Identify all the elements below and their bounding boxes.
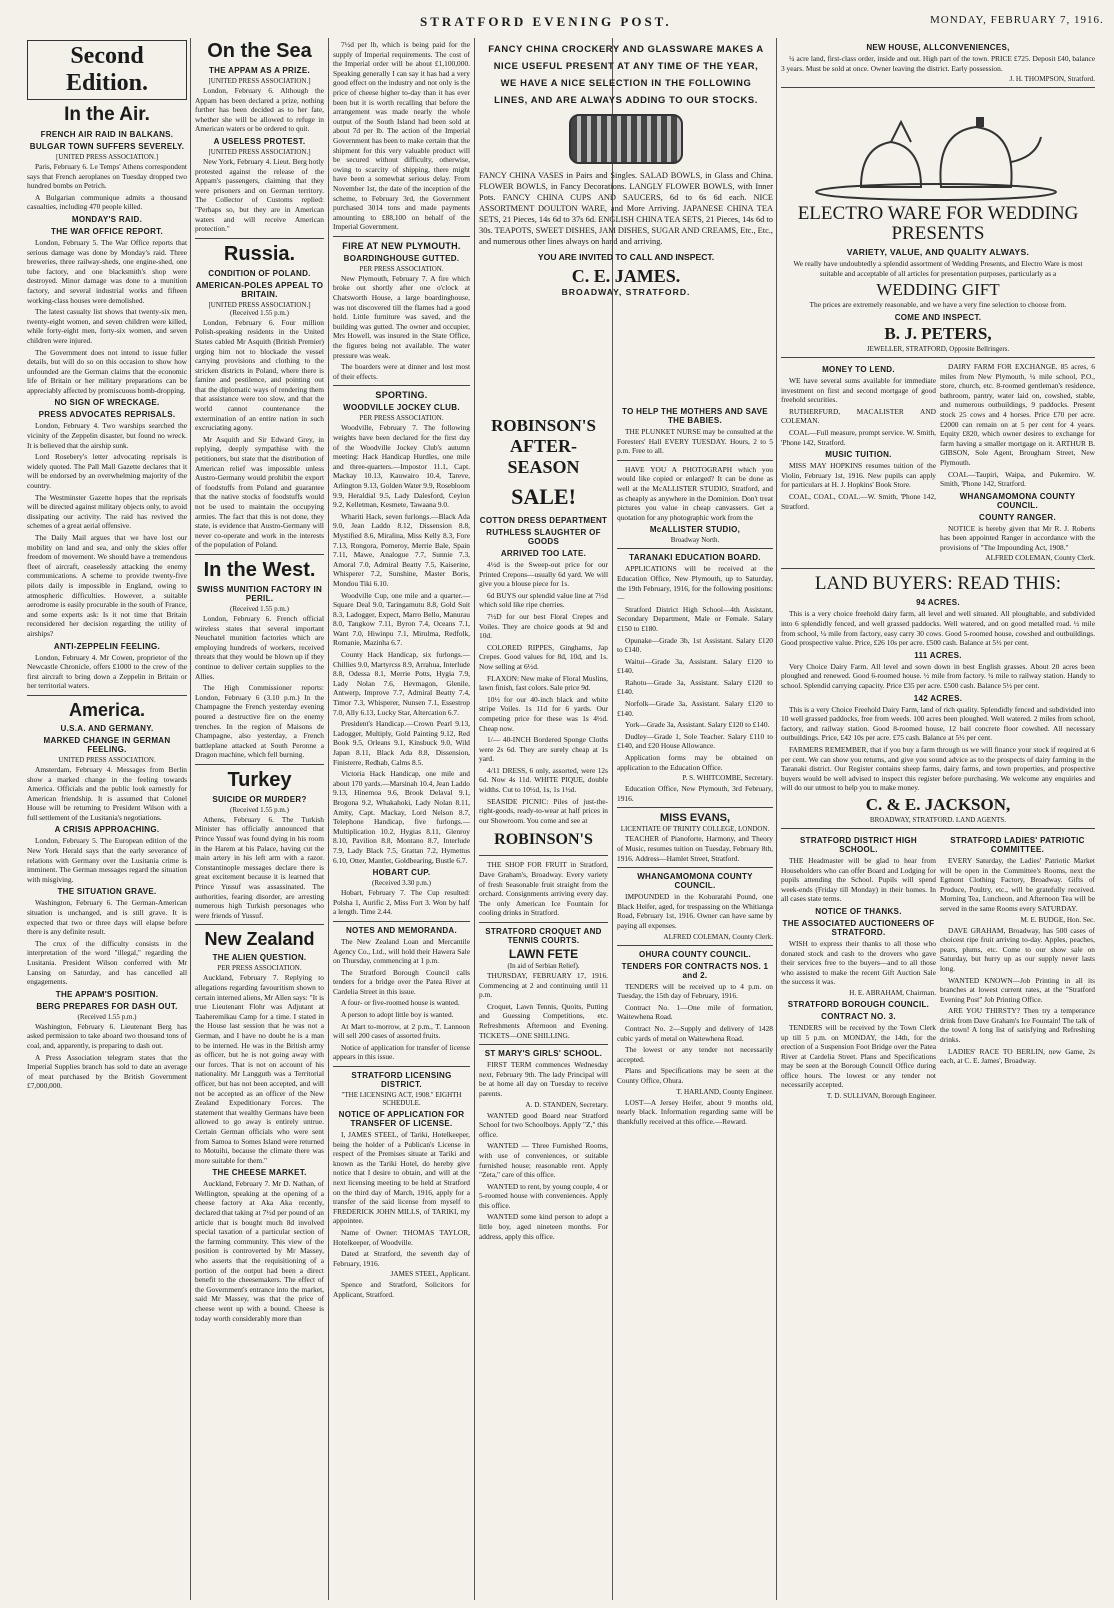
advert-text: TENDERS will be received by the Town Clerk up till 5 p.m. on MONDAY, the 14th, for the erection of a Suspension Foot Bridge over the Patea River at Cardelia Street. Plans and Specifications may be seen at the Borough Council Office during office hours. The lowest or any tender not necessarily accepted. [781, 1022, 936, 1090]
sale-title: AFTER- [510, 436, 577, 456]
divider [781, 87, 1095, 88]
article-text: Woodville Cup, one mile and a quarter.—Square Deal 9.0, Taringamutu 8.8, Gold Suit 8.3, Ladogger, Expect, Marro Bello, Manurau 8.0, Tangkow 7.11, Byron 7.4, Oceans 7.1, Want 7.0, Hiwinpu 7.1, Mirulma, Redfolk, Romanie, Mazinha 6.7. [333, 590, 470, 648]
section-heading-nz: New Zealand [204, 929, 315, 950]
advert-text: THE SHOP FOR FRUIT in Stratford, Dave Graham's, Broadway. Every variety of fresh Seasonable fruit straight from the orchard. Consignments arriving every day. The only American Ice Fountain for cooling drinks in Stratford. [479, 860, 608, 918]
advert-text: FLAXON: New make of Floral Muslins, lawn finish, fast colors. Sale price 9d. [479, 673, 608, 693]
headline: NOTICE OF THANKS. [815, 906, 902, 916]
signature: T. HARLAND, County Engineer. [676, 1087, 773, 1096]
classified: LADIES' RACE TO BERLIN, new Game, 2s each, at C. E. James', Broadway. [940, 1046, 1095, 1066]
advert-text: Croquet, Lawn Tennis, Quoits, Putting and Guessing Competitions, etc. Refreshments Afternoon and Evening. TICKETS—ONE SHILLING. [479, 1001, 608, 1040]
classified: COAL, COAL, COAL.—W. Smith, 'Phone 142, Stratford. [781, 491, 936, 511]
divider [333, 1066, 470, 1067]
advertiser-address: BROADWAY, STRATFORD. [561, 287, 691, 297]
headline: THE CHEESE MARKET. [212, 1168, 307, 1178]
headline: TENDERS FOR CONTRACTS NOS. 1 and 2. [621, 961, 769, 980]
article-text: A four- or five-roomed house is wanted. [341, 998, 460, 1008]
advert-text: Opunake—Grade 3b, 1st Assistant. Salary £120 to £140. [617, 635, 773, 655]
divider [27, 695, 187, 696]
headline: VARIETY, VALUE, AND QUALITY ALWAYS. [846, 247, 1030, 258]
article-text: Woodville, February 7. The following weights have been declared for the first day of the Woodville Jockey Club's autumn meeting: Hack Handicap Hurdles, one mile and three-quarters.—Impostor 11.1, Capt. Mackay 10.13, Kauwairo 10.4, Tareve, Arlington 9.13, Golden Water 9.9, Rosebloom 9.9, Heraldial 9.5, Lady Dalesford, Ceylon 9.2, Kelletman, Kesmete, Tawaana 9.0. [333, 423, 470, 510]
advert-text: EVERY Saturday, the Ladies' Patriotic Market will be open in the Committee's Rooms, next the Egmont Clothing Factory, Broadway. Gifts of Produce, Poultry, etc., will be gratefully received. Morning Tea, Luncheon, and Afternoon Tea will be served in the same Rooms every SATURDAY. [940, 855, 1095, 913]
headline: 142 ACRES. [913, 693, 963, 703]
advert-text: THE PLUNKET NURSE may be consulted at the Foresters' Hall EVERY TUESDAY. Hours, 2 to 5 p.m. Free to all. [617, 427, 773, 456]
advert-text: Very Choice Dairy Farm. All level and sown down in best English grasses. About 20 acres been ploughed and renewed. Good 6-roomed house. ½ mile from factory. ¼ mile to railway station. Handy to school. Splendid carrying capacity. Price £35 per acre. £500 cash. Balance 5½ per cent. [781, 661, 1095, 691]
advert-list: FANCY CHINA VASES in Pairs and Singles. SALAD BOWLS, in Glass and China. FLOWER BOWLS, in Fancy Decorations. LANGLY FLOWER BOWLS, with Inner Pots. FANCY CHINA CUPS AND SAUCERS, 6d to 6s 6d each. NICE ASSORTMENT DOULTON WARE, and More Arriving. JAPANESE CHINA TEA SETS, 21 Pieces, 14s 6d to 37s 6d. ENGLISH CHINA TEA SETS, 21 Pieces, 14s 6d to 30s. TEAPOTS, SWEET DISHES, JAM DISHES, SUGAR AND CREAMS, Etc., Etc., and numerous other lines always on hand and arriving. [479, 171, 773, 246]
headline: NO SIGN OF WRECKAGE. [54, 398, 160, 408]
advert-text: Norfolk—Grade 3a, Assistant. Salary £120 to £140. [617, 699, 773, 718]
headline: 94 ACRES. [916, 598, 960, 608]
advert-text: MISS MAY HOPKINS resumes tuition of the Violin, February 1st, 1916. New pupils can apply for particulars at H. J. Hopkins' Book Store. [781, 461, 936, 490]
advert-text: RUTHERFURD, MACALISTER AND COLEMAN. [781, 406, 936, 426]
article-text: Spence and Stratford, Solicitors for Applicant, Stratford. [333, 1280, 470, 1299]
column-2 [192, 40, 327, 1602]
article-text: Hobart, February 7. The Cup resulted: Polsha 1, Aurific 2, Miss Fort 3. Won by half a length. Time 2.44. [333, 888, 470, 917]
china-advert [476, 40, 776, 400]
china-illustration [479, 114, 773, 164]
divider [781, 828, 1095, 829]
section-heading-turkey: Turkey [227, 768, 292, 791]
advert-text: 4/11 DRESS, 6 only, assorted, were 12s 6d. Now 4s 11d. WHITE PIQUE, double widths. Cut to 10½d, 1s, 1s 1½d. [479, 765, 608, 795]
column-6 [778, 40, 1098, 1602]
headline: CONDITION OF POLAND. [208, 268, 311, 278]
divider [479, 922, 608, 923]
credit-line: [UNITED PRESS ASSOCIATION.] (Received 1.55 p.m.) [208, 300, 311, 317]
classified: COAL—Taupiri, Waipa, and Pukemiro. W. Smith, 'Phone 142, Stratford. [940, 469, 1095, 489]
article-text: A person to adopt little boy is wanted. [341, 1010, 454, 1020]
advert-text: 1/— 40-INCH Bordered Sponge Cloths were 2s 6d. They are surely cheap at 1s yard. [479, 735, 608, 764]
credit-line: (In aid of Serbian Relief). [507, 962, 580, 970]
headline: THE WAR OFFICE REPORT. [51, 226, 163, 236]
column-1 [24, 40, 190, 1602]
headline: NOTES AND MEMORANDA. [345, 925, 458, 935]
section-heading-air: In the Air. [64, 104, 150, 125]
divider [195, 924, 324, 925]
headline: WHANGAMOMONA COUNTY COUNCIL. [959, 491, 1076, 510]
column-rule [328, 38, 329, 1600]
section-heading-west: In the West. [203, 558, 316, 581]
headline: THE SITUATION GRAVE. [57, 887, 157, 897]
headline: SWISS MUNITION FACTORY IN PERIL. [196, 584, 323, 603]
advert-text: NOTICE is hereby given that Mr R. J. Roberts has been appointed Ranger in accordance with the provisions of "The Impounding Act, 1908." [940, 523, 1095, 552]
article-text: Mr Asquith and Sir Edward Grey, in replying, deeply sympathise with the petitioners, but state that the distribution of American relief was impossible unless Austro-Germany would prohibit the export of foodstuffs from Poland and guarantee that the native stocks of foodstuffs would not be used to maintain the occupying armies. The fact that this is not done, they state, is evidence that Austro-Germany will never co-operate and work in the interests of the population of Poland. [195, 434, 324, 550]
headline: 111 ACRES. [914, 650, 962, 660]
article-text: I, JAMES STEEL, of Tariki, Hotelkeeper, being the holder of a Publican's License in respect of the Premises situate at Tariki and known as the Tariki Hotel, do hereby give notice that I desire to obtain, and will at the next licensing meeting to be held at Stratford on the third day of March, 1916, apply for a transfer of the said license from myself to FREDERICK JOHN MILLS, of TARIKI, my appointee. [333, 1130, 470, 1226]
article-text: President's Handicap.—Crown Pearl 9.13, Ladogger, Multiply, Gold Painting 9.12, Red Book 9.5, Orleans 9.1, Kinsbuck 9.0, Wild Japan 8.11, Black Ada 8.8, Dissension, Finisterre, Redhab, Calms 8.5. [333, 719, 470, 767]
divider [195, 554, 324, 555]
headline: STRATFORD DISTRICT HIGH SCHOOL. [800, 835, 917, 854]
masthead-title: STRATFORD EVENING POST. [420, 14, 672, 29]
advert-line: LINES, AND ARE ALWAYS ADDING TO OUR STOCKS. [494, 94, 758, 105]
column-rule [474, 38, 475, 1600]
two-column-classifieds [781, 362, 1095, 565]
divider [617, 548, 773, 549]
divider [617, 807, 773, 808]
advertiser-name: B. J. PETERS, [884, 323, 992, 343]
advert-text: Dudley—Grade 1, Sole Teacher. Salary £110 to £140, and £20 House Allowance. [617, 731, 773, 751]
article-text: Washington, February 6. Lieutenant Berg has asked permission to take aboard two thousand tons of coal, and, apparently, is preparing to dash out. [27, 1021, 187, 1050]
divider [195, 238, 324, 239]
advert-text: This is a very choice freehold dairy farm, all level and well situated. All ploughable, and subdivided into 6 splendidly fenced, and well grassed paddocks. Well watered, and on good metalled road. ½ mile from school, ¼ mile from factory, easy carry 30 cows. Good 5-roomed house, cowshed and outbuildings. Good prospective value. Price, £26 10s per acre. £500 cash. Balance at 5½ per cent. [781, 609, 1095, 648]
article-text: County Hack Handicap, six furlongs.—Chillies 9.0, Martyrcss 8.9, Arrahua, Interlude 8.8, Odessa 8.1, Merrie Potts, Hygia 7.9, Lady Nolan 7.6, Hevmagon, Glenile, Antwerp, Improve 7.7, Admiral Beatty 7.4, Timor 7.3, Whisperer, Nunsen 7.1, Essestrop 7.0, Ally 6.13, Lucky Star, Altercation 6.7. [333, 650, 470, 717]
headline: STRATFORD LADIES' PATRIOTIC COMMITTEE. [950, 835, 1085, 854]
advert-text: FARMERS REMEMBER, that if you buy a farm through us we will finance your stock if required at 6 per cent. We can show you returns, and give you sound advice as to the prospects of dairy farming in the Taranaki district. Our Register contains sheep farms, dairy farms, and town properties, and prospective buyers would be well advised to inspect this register before purchasing. We welcome any enquiries and will do our utmost to help you to make money. [781, 745, 1095, 793]
divider [781, 357, 1095, 358]
edition-banner: Second Edition. [27, 40, 187, 100]
headline: FIRE AT NEW PLYMOUTH. [342, 240, 461, 251]
classified: DAIRY FARM FOR EXCHANGE. 85 acres, 6 miles from New Plymouth, ¼ mile school, P.O., store, church, etc. 8-roomed gentleman's residence, bathroom, pantry, water laid on, cowshed, stable, and numerous outbuildings, 9 paddocks. Present stock 25 cows and 4 horses. Price £70 per acre. £2000 can remain on at 5 per cent for 4 years. Equity £820, which owner desires to exchange for farm having a smaller mortgage on it. ARTHUR B. GIBSON, Sole Agent, Brougham Street, New Plymouth. [940, 361, 1095, 467]
article-text: Victoria Hack Handicap, one mile and about 170 yards.—Marsinah 10.4, Jean Laddo 9.13, Hinemoa 9.6, Brook Delaval 9.1, Brogona 9.2, Whakahoki, Lady Nolan 8.11, Amity, Capt. Mackay, Lord Nelson 8.7, Telephone Handicap, five furlongs.—Multiplication 10.2, Hygias 8.11, Glenroy 8.10, Pavilion 8.8, Montano 8.7, Interlude 7.9, Lady Black 7.5, Grattan 7.2, Hymettus 6.10, Otter, Mantlet, Goldbearing, Bustle 6.7. [333, 769, 470, 865]
headline: A CRISIS APPROACHING. [54, 825, 160, 835]
divider [479, 855, 608, 856]
article-text: A Press Association telegram states that the Imperial Supplies branch has sold to date an average of meat purchased by the British Government £7,000,000. [27, 1052, 187, 1091]
credit-line: (Received 1.55 p.m.) [77, 1012, 137, 1021]
article-text: London, February 6. Four million Polish-speaking residents in the United States cabled Mr Asquith (British Premier) urging him not to blockade the vessel carrying provisions and clothing to the stricken districts in Poland, where there is famine and pestilence, and pointing out that the diplomatic ways of rendering them that assistance were too slow, and that the world cannot countenance the extermination of an entire nation in such excruciating agony. [195, 317, 324, 433]
article-text: The Government does not intend to issue fuller details, but will do so on this occasion to show how unfounded are the German claims that the economic life of Britain or her military preparations can be appreciably affected by promiscuous bomb-dropping. [27, 347, 187, 395]
divider [195, 764, 324, 765]
credit-line: PER PRESS ASSOCIATION. [359, 264, 444, 273]
advert-text: We really have undoubtedly a splendid assortment of Wedding Presents, and Electro Ware is most suitable and acceptable of all articles for presentation purposes, particularly as a [793, 259, 1083, 278]
advert-text: THE Headmaster will be glad to hear from Householders who can offer Board and Lodging for pupils attending the School. Pupils will spend week-ends (Friday till Monday) in their homes. In all cases state terms. [781, 855, 936, 904]
advertiser-name: McALLISTER STUDIO, [649, 525, 741, 535]
headline: HOBART CUP. [372, 868, 431, 878]
headline: FRENCH AIR RAID IN BALKANS. [40, 130, 174, 139]
headline: MARKED CHANGE IN GERMAN FEELING. [43, 735, 171, 754]
advert-title: LAWN FETE [508, 947, 579, 961]
headline: THE APPAM'S POSITION. [55, 989, 159, 999]
article-text: Whariti Hack, seven furlongs.—Black Ada 9.0, Jean Laddo 8.12, Dissension 8.8, Mystified 8.6, Miralina, Miss Kelly 8.3, Fore 7.13, Rongora, Pomeroy, Merrie Bale, Spain 7.11, Mawe, Analogue 7.7, Sunnie 7.3, Amoral 7.0, Admiral Beatty 7.5, Kaiserine, Whisperer 7.2, Sunshine, Master Boris, Mondou Tiki 6.10. [333, 511, 470, 588]
teapot-icon [781, 92, 1091, 204]
advertiser-name: C. & E. JACKSON, [865, 794, 1011, 814]
credit-line: [UNITED PRESS ASSOCIATION.] [208, 77, 311, 85]
section-heading-russia: Russia. [223, 242, 296, 265]
article-text: The New Zealand Loan and Mercantile Agency Co., Ltd., will hold their Hawera Sale on Thursday, commencing at 1 p.m. [333, 936, 470, 966]
advert-text: Contract No. 1—One mile of formation, Waitewhena Road. [617, 1002, 773, 1022]
classified: WANTED to rent, by young couple, 4 or 5-roomed house with conveniences. Apply this office. [479, 1181, 608, 1210]
headline: TO HELP THE MOTHERS AND SAVE THE BABIES. [622, 407, 768, 425]
column-3 [330, 40, 473, 1602]
advertiser-address: Broadway North. [670, 536, 720, 545]
advert-text: WE have several sums available for immediate investment on first and second mortgage of good freehold securities. [781, 375, 936, 405]
advert-title: LAND BUYERS: READ THIS: [814, 573, 1062, 595]
advert-text: 6d BUYS our splendid value line at 7½d which sold like ripe cherries. [479, 590, 608, 610]
column-5 [614, 404, 776, 1602]
credit-line: (Received 1.55 p.m.) [230, 805, 289, 814]
advert-text: Application forms may be obtained on application to the Education Office. [617, 753, 773, 772]
article-text: The boarders were at dinner and lost most of their effects. [333, 362, 470, 381]
advertiser-name: ROBINSON'S [494, 831, 593, 849]
headline: A USELESS PROTEST. [213, 136, 306, 146]
classified: COAL—Full measure, prompt service. W. Smith, 'Phone 142, Stratford. [781, 427, 936, 447]
signature: ALFRED COLEMAN, County Clerk. [985, 554, 1095, 563]
advert-text: HAVE YOU A PHOTOGRAPH which you would like copied or enlarged? It can be done as well at the McALLISTER STUDIO, Stratford, and as cheaply as anywhere in the Dominion. Don't treat pictures you value in cheap canvassers. Get a quotation for any photographic work from the [617, 464, 773, 522]
headline: STRATFORD CROQUET AND TENNIS COURTS. [485, 927, 602, 945]
credit-line: (Received 3.30 p.m.) [372, 879, 431, 888]
divider [781, 568, 1095, 569]
headline: NEW HOUSE, ALLCONVENIENCES, [866, 43, 1010, 52]
headline: WHANGAMOMONA COUNTY COUNCIL. [637, 872, 753, 891]
advert-text: TENDERS will be received up to 4 p.m. on Tuesday, the 15th day of February, 1916. [617, 981, 773, 1001]
advert-text: FIRST TERM commences Wednesday next, February 9th. The lady Principal will be at home all day on Tuesday to receive parents. [479, 1060, 608, 1098]
article-text: New York, February 4. Lieut. Berg hotly protested against the release of the Appam's passengers, claiming that they were prisoners and on German territory. The Collector of Customs replied: "Perhaps so, but they are in American waters and will receive American protection." [195, 156, 324, 234]
advert-text: APPLICATIONS will be received at the Education Office, New Plymouth, up to Saturday, the 19th February, 1916, for the following positions:— [617, 564, 773, 603]
headline: MONEY TO LEND. [822, 364, 895, 374]
section-heading-sea: On the Sea [207, 40, 312, 62]
advertiser-name: C. E. JAMES. [571, 266, 681, 286]
advert-line: YOU ARE INVITED TO CALL AND INSPECT. [537, 252, 715, 262]
article-text: London, February 5. The European edition of the New York Herald says that the early severance of relations with Germany over the Lusitania crime is imminent. The German messages regard the situation with misgiving. [27, 836, 187, 884]
column-rule [190, 38, 191, 1600]
advert-text: ¼ acre land, first-class order, inside and out. High part of the town. PRICE £725. Deposit £40, balance 3 years. Must be sold at once. Owner leaving the district. Early possession. [781, 54, 1095, 73]
advert-text: COLORED RIPPES, Ginghams, Jap Crepes. Good values for 8d, 10d, and 1s. Now selling at 6½d. [479, 642, 608, 671]
credit-line: [UNITED PRESS ASSOCIATION.] [208, 147, 311, 156]
signature: T. D. SULLIVAN, Borough Engineer. [826, 1092, 936, 1101]
advert-text: The prices are extremely reasonable, and we have a very fine selection to choose from. [809, 300, 1067, 310]
article-text: Amsterdam, February 4. Messages from Berlin show a marked change in the feeling towards America. Officials and the public look earnestly for American friendship. It is assumed that Colonel House will be returning to President Wilson with a full settlement of the Lusitania's negotiations. [27, 764, 187, 822]
classified: WANTED good Board near Stratford School for two Schoolboys. Apply "Z," this office. [479, 1110, 608, 1139]
advert-text: 10½ for our 40-inch black and white stripe Voiles. 1s 11d for 6 yards. Our competing price for these was 1s 4½d. Cheap now. [479, 694, 608, 733]
headline: STRATFORD LICENSING DISTRICT. [351, 1071, 452, 1090]
headline: TARANAKI EDUCATION BOARD. [629, 553, 761, 563]
credit-line: [UNITED PRESS ASSOCIATION.] [55, 153, 159, 161]
advert-text: SEASIDE PICNIC: Piles of just-the-right-goods, ready-to-wear at half prices in our Showroom. You come and see at [479, 796, 608, 825]
advert-text: Plans and Specifications may be seen at the County Office, Ohura. [617, 1066, 773, 1085]
headline: ANTI-ZEPPELIN FEELING. [53, 641, 161, 651]
article-text: Athens, February 6. The Turkish Minister has officially announced that Prince Yussuf was found dying in his room in the Harem at his Palace, having cut the main artery in his left arm with a razor. Constantinople messages declare there is great excitement because it is learned that Prince Yussuf was assassinated. The authorities, fearing disorder, are arresting numerous high Turkish personages who were friends of Yussuf. [195, 814, 324, 920]
article-text: Lord Rosebery's letter advocating reprisals is widely quoted. The Pall Mall Gazette declares that it will be endorsed by an overwhelming majority of the country. [27, 452, 187, 491]
article-text: Washington, February 6. The German-American situation is unchanged, and is still grave. It is expected that two or three days will elapse before there is any definite result. [27, 898, 187, 937]
advert-line: NICE USEFUL PRESENT AT ANY TIME OF THE YEAR, [493, 60, 759, 71]
electroware-illustration [781, 92, 1095, 204]
credit-line: UNITED PRESS ASSOCIATION. [58, 755, 156, 764]
advertiser-address: BROADWAY, STRATFORD. LAND AGENTS. [869, 815, 1007, 824]
headline: WOODVILLE JOCKEY CLUB. [343, 403, 460, 413]
signature: ALFRED COLEMAN, County Clerk. [663, 932, 773, 941]
divider [617, 867, 773, 868]
headline: THE ALIEN QUESTION. [212, 953, 307, 963]
masthead-date: MONDAY, FEBRUARY 7, 1916. [930, 14, 1104, 26]
headline: BULGAR TOWN SUFFERS SEVERELY. [29, 142, 185, 151]
headline: COTTON DRESS DEPARTMENT [479, 516, 608, 525]
headline: OHURA COUNTY COUNCIL. [638, 949, 752, 959]
classified: WANTED — Three Furnished Rooms, with use of conveniences, or suitable furnished house; reasonable rent. Apply "Zeta," care of this office. [479, 1141, 608, 1180]
headline: COME AND INSPECT. [894, 312, 982, 322]
signature: A. D. STANDEN, Secretary. [525, 1100, 608, 1109]
classified: ARE YOU THIRSTY? Then try a temperance drink from Dave Graham's Ice Fountain! The talk of the town! A long list of satisfying and Refreshing drinks. [940, 1006, 1095, 1045]
advert-text: 7½D for our best Floral Crepes and Voiles. They are choice goods at 9d and 10d. [479, 611, 608, 641]
headline: NOTICE OF APPLICATION FOR TRANSFER OF LICENSE. [338, 1110, 465, 1129]
article-text: London, February 5. The War Office reports that serious damage was done by Monday's raid. Three breweries, three railway-sheds, one engine-shed, one tube factory, and one blacksmith's shop were destroyed. Minor damage was done to a munition factory, and several industrial works and fifteen working-class houses were demolished. [27, 237, 187, 305]
headline: BOARDINGHOUSE GUTTED. [343, 253, 460, 263]
headline: RUTHLESS SLAUGHTER OF GOODS [486, 528, 601, 546]
sale-title: SEASON [507, 457, 580, 477]
advert-text: The lowest or any tender not necessarily accepted. [617, 1045, 773, 1064]
article-text: London, February 6. Although the Appam has been declared a prize, nothing further has been decided as to her fate, whether she will be allowed to refuge in American waters or be ordered to quit. [195, 86, 324, 134]
two-column-classifieds [781, 833, 1095, 1102]
advert-text: Contract No. 2—Supply and delivery of 1428 cubic yards of metal on Waitewhena Road. [617, 1023, 773, 1043]
china-border-icon [569, 114, 683, 164]
headline: SPORTING. [375, 390, 428, 401]
credit-line: PER PRESS ASSOCIATION. [359, 414, 444, 423]
divider [333, 385, 470, 386]
divider [333, 236, 470, 237]
divider [333, 921, 470, 922]
sale-title: SALE! [511, 484, 576, 509]
signature: J. H. THOMPSON, Stratford. [1009, 75, 1095, 84]
article-text: Dated at Stratford, the seventh day of February, 1916. [333, 1249, 470, 1268]
credit-line: "THE LICENSING ACT, 1908." EIGHTH SCHEDULE. [341, 1091, 462, 1108]
article-text: The crux of the difficulty consists in the interpretation of the word "illegal," regarding the Lusitania. President Wilson conferred with Mr Lansing on Saturday, and has cancelled all engagements. [27, 938, 187, 987]
headline: MONDAY'S RAID. [71, 214, 143, 224]
credit-line: LICENTIATE OF TRINITY COLLEGE, LONDON. [620, 825, 770, 834]
classified: DAVE GRAHAM, Broadway, has 500 cases of choicest ripe fruit arriving to-day. Apples, peaches, pears, plums, etc. Come to our show sale on Saturday, but hurry up as our supply never lasts long. [940, 925, 1095, 973]
advert-text: 4½d is the Sweep-out price for our Printed Crepons—usually 6d yard. We will give you a blouse piece for 1s. [479, 560, 608, 589]
masthead [0, 0, 1114, 30]
advert-text: Stratford District High School—4th Assistant, Secondary Department, Male or Female. Salary £150 to £180. [617, 604, 773, 633]
headline: CONTRACT NO. 3. [821, 1011, 896, 1021]
divider [617, 945, 773, 946]
signature: JAMES STEEL, Applicant. [390, 1270, 470, 1279]
advert-title: ELECTRO WARE FOR WEDDING PRESENTS [797, 203, 1079, 245]
article-text: At Mart to-morrow, at 2 p.m., T. Lannoon will sell 200 cases of assorted fruits. [333, 1021, 470, 1041]
classified: WANTED some kind person to adopt a little boy, aged nineteen months. For address, apply this office. [479, 1212, 608, 1241]
column-rule [776, 38, 777, 1600]
advert-text: WISH to express their thanks to all those who donated stock and cash to the drovers who gave their services free to the buyers—and to all those who assisted to make the recent Gift Auction Sale the success it was. [781, 938, 936, 987]
article-text: New Plymouth, February 7. A fire which broke out shortly after one o'clock at Chatsworth House, a large boardinghouse, was not discovered till the flames had a good hold. Little furniture was saved, and the building was gutted. The owner and occupier, Mrs Howell, was insured in the State Office, the figures being not available. The water pressure was weak. [333, 273, 470, 360]
headline: THE APPAM AS A PRIZE. [209, 66, 310, 75]
article-text: London, February 4. Two warships searched the vicinity of the Zeppelin disaster, but found no wreck. It is believed that the airship sunk. [27, 421, 187, 450]
article-text: Notice of application for transfer of license appears in this issue. [333, 1042, 470, 1062]
headline: ARRIVED TOO LATE. [500, 549, 587, 558]
headline: SUICIDE OR MURDER? [212, 794, 307, 804]
article-text: Name of Owner: THOMAS TAYLOR, Hotelkeeper, of Woodville. [333, 1227, 470, 1247]
advert-text: IMPOUNDED in the Kohuratahi Pound, one Black Heifer, aged, for trespassing on the Whitianga Road, February 1st, 1916. Owner can have same by paying all expenses. [617, 892, 773, 930]
article-text: Auckland, February 7. Mr D. Nathan, of Wellington, speaking at the opening of a cheese factory at Aka Aka recently, declared that taking at 7½d per pound of an article that is bought much 8d involved special taxation of a particular section of the farming community. This view of the position is controverted by Mr Massey, who asserts that the requisitioning of a portion of the output had been a direct benefit to the cheesemakers. The effect of the Government's entrance into the market, said Mr Massey, was that the price of cheese went up with a bound. Cheese is today worth considerably more than [195, 1179, 324, 1323]
section-heading-america: America. [68, 699, 146, 720]
article-text: Paris, February 6. Le Temps' Athens correspondent says that French aeroplanes on Tuesday dropped two hundred bombs on Petrich. [27, 162, 187, 191]
classified: LOST—A Jersey Heifer, about 9 months old, nearly black. Information regarding same will be thankfully received at this office.—Reward. [617, 1097, 773, 1126]
advert-text: THURSDAY, FEBRUARY 17, 1916. Commencing at 2 and continuing until 11 p.m. [479, 971, 608, 1000]
signature: M. E. BUDGE, Hon. Sec. [1020, 915, 1095, 924]
advert-title: WEDDING GIFT [876, 280, 1000, 300]
headline: THE ASSOCIATED AUCTIONEERS OF STRATFORD. [782, 918, 935, 937]
headline: MUSIC TUITION. [825, 450, 892, 460]
advert-text: Waitui—Grade 3a, Assistant. Salary £120 to £140. [617, 656, 773, 676]
sale-title: ROBINSON'S [491, 416, 596, 435]
signature: H. E. ABRAHAM, Chairman. [849, 988, 936, 997]
headline: PRESS ADVOCATES REPRISALS. [38, 410, 176, 420]
headline: COUNTY RANGER. [979, 512, 1056, 522]
article-text: The High Commissioner reports: London, February 6 (3.10 p.m.) In the Champagne the French yesterday evening poured a destructive fire on the enemy trenches. In the region of Maisons de Champagne, also yesterday, a French battleplane attacked at South Peronne a Dragon machine, which fell burning. [195, 683, 324, 760]
divider [617, 460, 773, 461]
headline: ST MARY'S GIRLS' SCHOOL. [484, 1049, 603, 1059]
credit-line: (Received 1.55 p.m.) [230, 604, 289, 613]
article-text: Auckland, February 7. Replying to allegations regarding favouritism shown to certain interned aliens, Mr Allen says: "It is true Lieutenant Flohr was Adjutant at Taaheremikau Camp for a time. I stated in the House last session that he was not a German, and I have no doubt he is a man to be interned. He was in the British army as officer, but he is not going away with our forces. That is not on account of his nationality. Mr Langguth was a Territorial officer, but has not been accepted, and will not be accepted as an officer of the New Zealand Expeditionary Forces. The statement that wealthy Germans have been allowed to go away is entirely untrue. Certain German officials who were sent from Samoa to Somes Island were returned to Motuihi, because the climate there was more suitable for them." [195, 973, 324, 1165]
article-text: The Daily Mail argues that we have lost our mobility on land and sea, and only the skies offer freedom of movement. We should have a tremendous fleet of aircraft, ceaselessly attacking the enemy communications. A scheme to provide twenty-five pilots daily is impossible in England, owing to atmospheric difficulties. However, a suitable aerodrome is easily procurable in the south of France, and some experts ask: Is it not time that Britain reconsidered her decision regarding the utility of airships? [27, 533, 187, 638]
signature: P. S. WHITCOMBE, Secretary. [682, 774, 773, 783]
article-text: The Stratford Borough Council calls tenders for a bridge over the Patea River at Cardelia Street in this issue. [333, 967, 470, 996]
advert-line: WE HAVE A NICE SELECTION IN THE FOLLOWING [500, 77, 752, 88]
advert-text: Education Office, New Plymouth, 3rd February, 1916. [617, 784, 773, 803]
article-text: 7½d per lb, which is being paid for the supply of Imperial requirements. The cost of the Imperial order will be about £1,100,000. Speaking generally I can say it has had a very good effect on the industry and not only is the price of cheese higher to-day than it has ever been but it is worth recalling that before the arrangement was made nearly the whole output of the South Island had been sold at about 7d per lb. The action of the Imperial Government has been to make certain that the shipment for this very valuable product will be secured without difficulty, otherwise, owing to scarcity of shipping, there might have been a somewhat serious delay. From November 1st, the date of the inception of the scheme, to February 3rd, the Government purchased 3014 tons and made payments amounting to £88,100 on behalf of the Imperial Government. [333, 40, 470, 232]
advert-text: York—Grade 3a, Assistant. Salary £120 to £140. [625, 720, 770, 730]
advertiser-name: MISS EVANS, [659, 812, 731, 825]
headline: STRATFORD BOROUGH COUNCIL. [787, 999, 930, 1009]
advertiser-address: JEWELLER, STRATFORD, Opposite Bellringers. [866, 344, 1010, 353]
article-text: London, February 6. French official wireless states that several important Neuchatel munition factories which are employing hundreds of workers, received threats that they would be blown up if they continue to deliver certain supplies to the Allies. [195, 613, 324, 681]
column-4 [476, 404, 611, 1602]
advert-line: FANCY CHINA CROCKERY AND GLASSWARE MAKES A [488, 43, 764, 54]
divider [479, 1044, 608, 1045]
headline: BERG PREPARES FOR DASH OUT. [36, 1001, 178, 1011]
article-text: London, February 4. Mr Cowen, proprietor of the Newcastle Chronicle, offers £1000 to the crew of the first aircraft to bring down a Zeppelin in Britain or her territorial waters. [27, 652, 187, 691]
headline: U.S.A. AND GERMANY. [60, 723, 154, 733]
credit-line: PER PRESS ASSOCIATION. [217, 964, 302, 973]
article-text: The Westminster Gazette hopes that the reprisals will be directed against military objects only, to avoid dissipating our activity. The raid has revived the schemes of a great aerial offensive. [27, 492, 187, 531]
headline: AMERICAN-POLES APPEAL TO BRITAIN. [195, 280, 324, 299]
article-text: The latest casualty list shows that twenty-six men, twenty-eight women, and seven children were killed, while forty-eight men, forty-six women, and seven children were injured. [27, 307, 187, 345]
classified: WANTED KNOWN—Job Printing in all its branches at lowest current rates, at the "Stratford Evening Post" Job Printing Office. [940, 975, 1095, 1004]
advert-text: Rahotu—Grade 3a, Assistant. Salary £120 to £140. [617, 677, 773, 697]
advert-text: This is a very Choice Freehold Dairy Farm, land of rich quality. Splendidly fenced and subdivided into 10 well grassed paddocks, free from weeds. 100 acres been ploughed. Well watered. 2 miles from school, factory, and railway station. Good 8-roomed house, 12 bail concrete floor cowshed. All necessary outbuildings. Price, £42 10s per acre. £75 cash. Balance at 5½ per cent. [781, 704, 1095, 743]
advert-text: TEACHER of Pianoforte, Harmony, and Theory of Music, resumes tuition on Tuesday, February 8th, 1916. Address—Hamlet Street, Stratford. [617, 834, 773, 863]
article-text: A Bulgarian communique admits a thousand casualties, including 470 people killed. [27, 192, 187, 212]
